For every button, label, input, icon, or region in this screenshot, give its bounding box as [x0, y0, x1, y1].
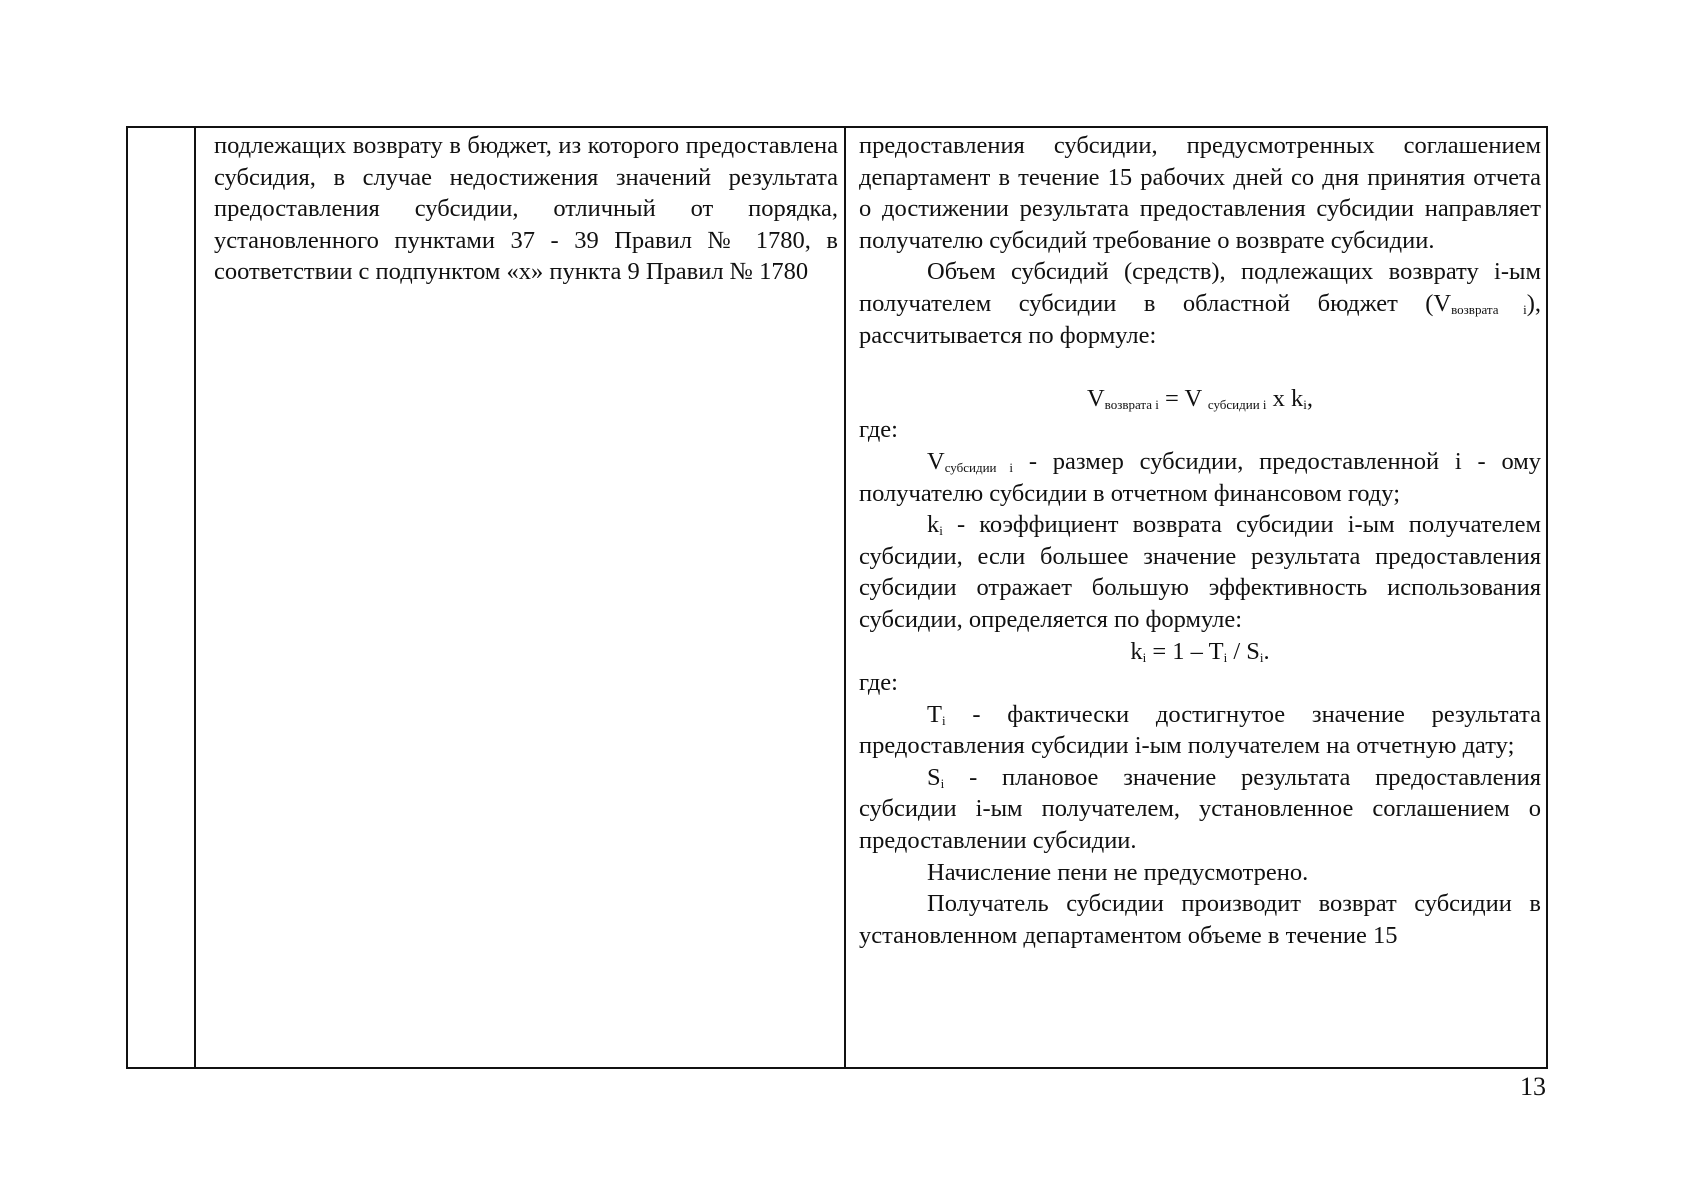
formula-return-volume: $V_{возврата i} = V$ $_{субсидии i}$ x $k_i$,	[1086, 384, 1314, 412]
page-number: 13	[1520, 1072, 1546, 1101]
definition-t-actual: $T_i$ - фактически достигнутое значение результата предоставления субсидии i-ым получателем на отчетную дату;	[859, 700, 1541, 760]
where-label-1: где:	[859, 416, 898, 444]
column-divider-1	[194, 128, 196, 1067]
volume-text: Объем субсидий (средств), подлежащих возврату i-ым получателем субсидии в областной бюджет (V	[859, 258, 1541, 317]
definition-k-coefficient: $k_i$ - коэффициент возврата субсидии i-ым получателем субсидии, если большее значение результата предоставления субсидии отражает большую эффективность использования субсидии, определяется по формуле:	[859, 511, 1541, 633]
definition-v-subsidy: $V_{субсидии i}$ - размер субсидии, предоставленной i - ому получателю субсидии в отчетном финансовом году;	[859, 447, 1541, 507]
volume-subscript: возврата i	[1451, 301, 1527, 317]
where-label-2: где:	[859, 669, 898, 697]
column-divider-2	[844, 128, 846, 1067]
volume-tail: ), рассчитывается по формуле:	[859, 289, 1542, 349]
definition-s-planned: $S_i$ - плановое значение результата предоставления субсидии i-ым получателем, установленное соглашением о предоставлении субсидии.	[859, 763, 1541, 855]
formula-coefficient: $k_i = 1 - T_i / S_i$.	[1130, 637, 1270, 665]
left-cell-text: подлежащих возврату в бюджет, из которого предоставлена субсидия, в случае недостижения значений результата предоставления субсидии, отличный от порядка, установленного пунктами 37 - 39 Правил № 1780, в соответствии с подпунктом «х» пункта 9 Правил № 1780	[214, 132, 838, 286]
paragraph-penalty: Начисление пени не предусмотрено.	[927, 858, 1309, 886]
table-cell-left	[214, 130, 838, 288]
table-cell-right	[859, 130, 1541, 951]
paragraph-volume	[859, 256, 1541, 351]
document-table	[126, 126, 1548, 1069]
blank-line	[859, 351, 1541, 383]
paragraph-notice: предоставления субсидии, предусмотренных соглашением департамент в течение 15 рабочих дней со дня принятия отчета о достижении результата предоставления субсидии направляет получателю субсидий требование о возврате субсидии.	[859, 132, 1541, 254]
paragraph-repayment: Получатель субсидии производит возврат субсидии в установленном департаментом объеме в течение 15	[859, 890, 1541, 949]
